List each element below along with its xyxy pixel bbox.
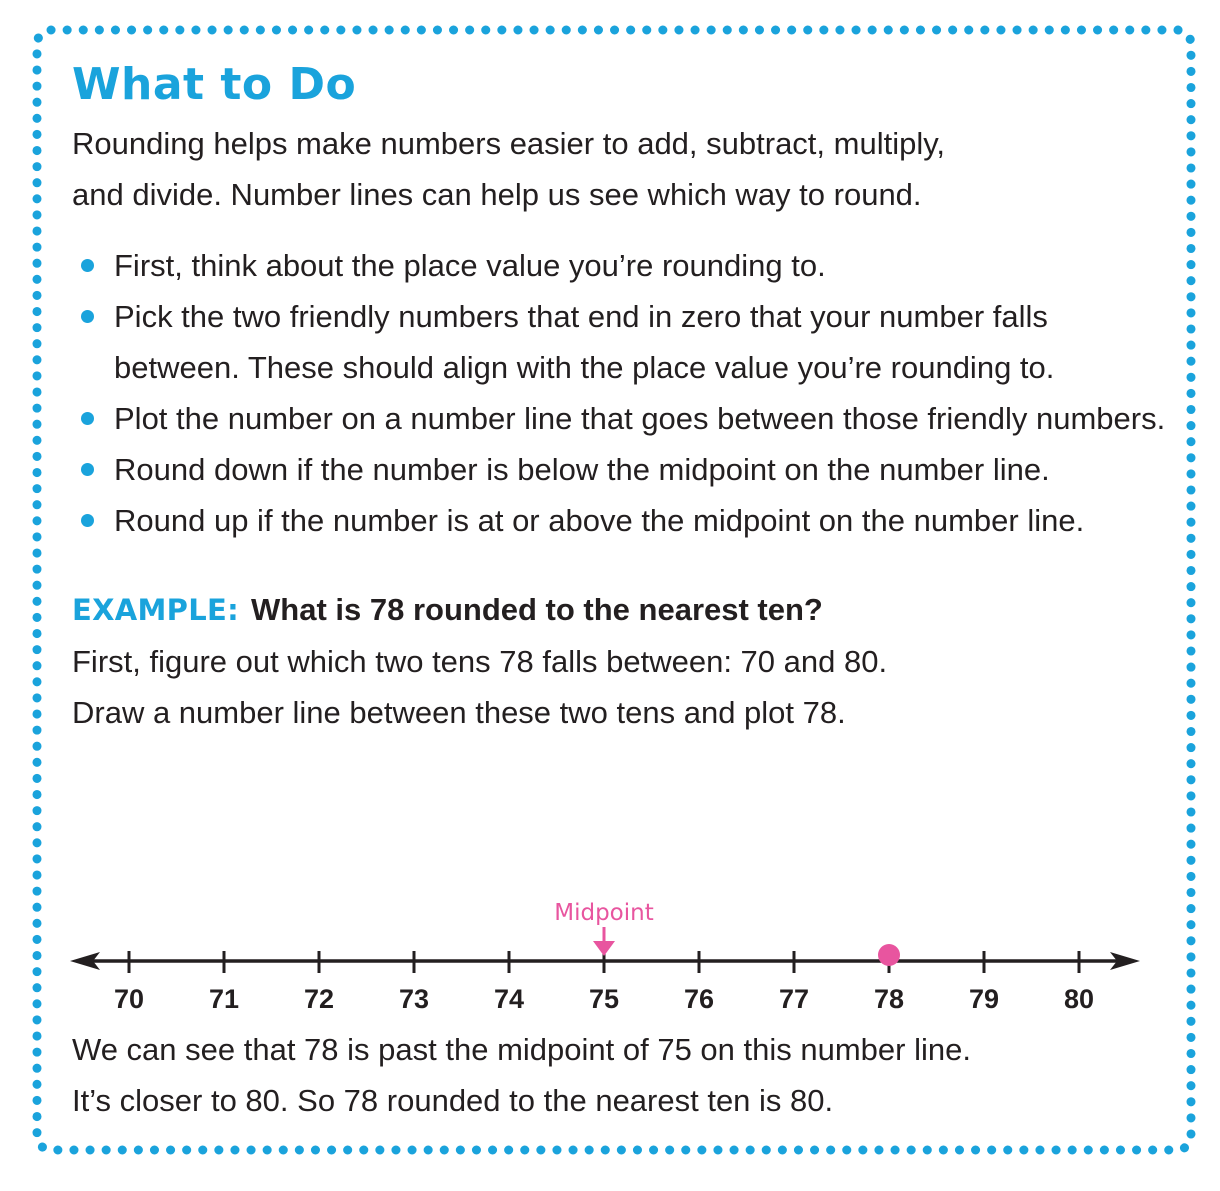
example-line-1: First, figure out which two tens 78 falls between: 70 and 80. [72,644,888,679]
step-text: Round up if the number is at or above the midpoint on the number line. [114,503,1085,538]
tick-label: 70 [113,984,145,1014]
bullet-icon [81,514,94,527]
steps-list [72,240,1182,546]
step-text: First, think about the place value you’re rounding to. [114,248,826,283]
tick-label: 73 [398,984,430,1014]
instruction-card [72,52,1182,738]
example-line-2: Draw a number line between these two tens and plot 78. [72,695,846,730]
bullet-icon [81,463,94,476]
tick-label: 80 [1063,984,1095,1014]
tick-label: 71 [208,984,240,1014]
example-label: EXAMPLE: [72,593,240,627]
page-title: What to Do [72,59,357,110]
tick-label: 76 [683,984,715,1014]
tick-label: 74 [493,984,525,1014]
tick-label: 79 [968,984,1000,1014]
bullet-icon [81,412,94,425]
list-item [72,495,1182,546]
step-text: Round down if the number is below the midpoint on the number line. [114,452,1050,487]
intro-line-1: Rounding helps make numbers easier to add, subtract, multiply, [72,126,946,161]
tick-label: 77 [778,984,810,1014]
intro-line-2: and divide. Number lines can help us see which way to round. [72,177,922,212]
example-heading [72,584,1182,636]
tick-label: 78 [873,984,905,1014]
step-text: Plot the number on a number line that goes between those friendly numbers. [114,401,1166,436]
example-question: What is 78 rounded to the nearest ten? [251,592,823,627]
list-item [72,240,1182,291]
bullet-icon [81,310,94,323]
bullet-icon [81,259,94,272]
list-item [72,291,1182,393]
conclusion [72,1024,1182,1126]
midpoint-label: Midpoint [554,900,654,926]
conclusion-line-1: We can see that 78 is past the midpoint of 75 on this number line. [72,1032,971,1067]
tick-label: 72 [303,984,335,1014]
conclusion-line-2: It’s closer to 80. So 78 rounded to the nearest ten is 80. [72,1083,834,1118]
list-item [72,393,1182,444]
list-item [72,444,1182,495]
tick-label: 75 [588,984,620,1014]
step-text: Pick the two friendly numbers that end in zero that your number falls between. These should align with the place value you’re rounding to. [114,299,1055,385]
